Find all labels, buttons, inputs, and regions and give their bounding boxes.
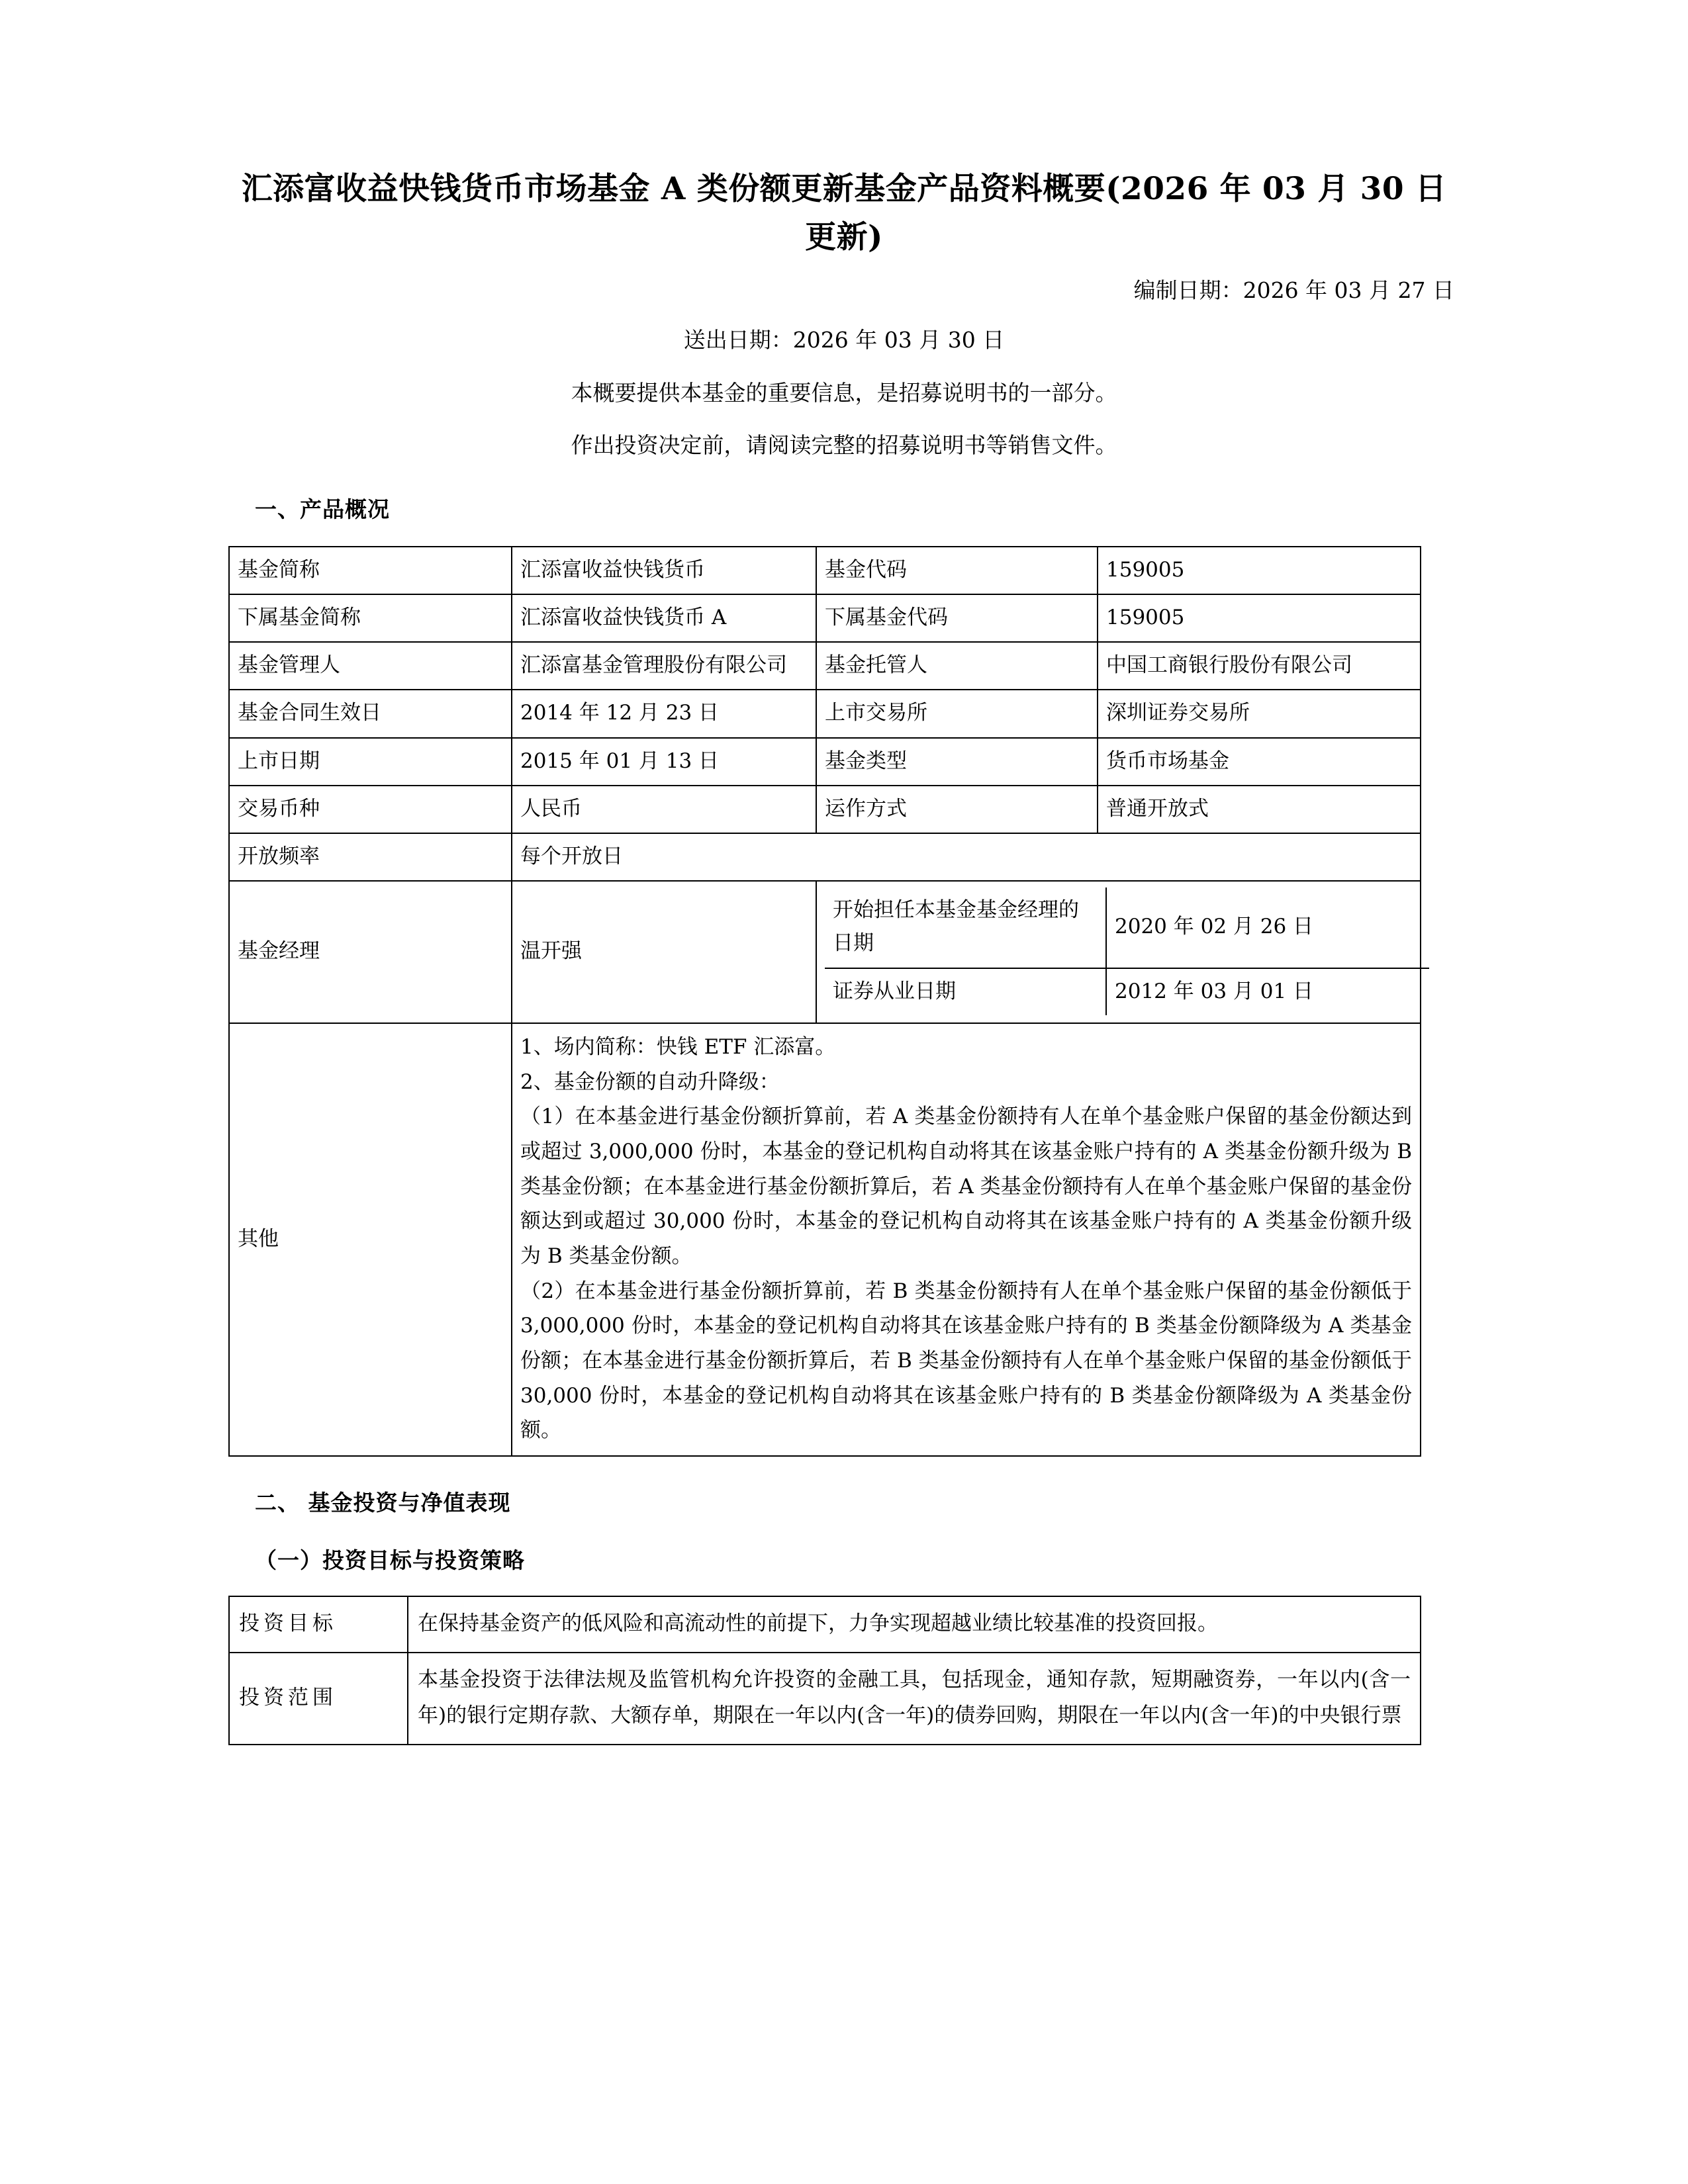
cell-label: 基金类型: [816, 738, 1098, 786]
cell-label: 基金合同生效日: [229, 690, 512, 737]
compiled-date: 编制日期：2026 年 03 月 27 日: [1133, 277, 1454, 303]
cell-value-career-date: 2012 年 03 月 01 日: [1106, 968, 1429, 1015]
cell-value: 汇添富基金管理股份有限公司: [512, 642, 816, 690]
section-heading-one: 一、产品概况: [255, 496, 390, 522]
other-paragraph: 2、基金份额的自动升降级：: [520, 1069, 780, 1094]
cell-value: 2014 年 12 月 23 日: [512, 690, 816, 737]
fund-manager-dates-wrapper: [816, 881, 1421, 1023]
cell-value: 每个开放日: [512, 833, 1421, 881]
cell-label: 上市日期: [229, 738, 512, 786]
cell-value: 159005: [1098, 594, 1421, 642]
cell-value: 159005: [1098, 547, 1421, 594]
cell-label: 下属基金简称: [229, 594, 512, 642]
section-heading-two: 二、 基金投资与净值表现: [255, 1490, 511, 1516]
cell-label-investment-objective: 投资目标: [229, 1596, 408, 1653]
other-paragraph: （2）在本基金进行基金份额折算前，若 B 类基金份额持有人在单个基金账户保留的基金份额低于 3,000,000 份时，本基金的登记机构自动将其在该基金账户持有的 B 类基金份额降级为 A 类基金份额；在本基金进行基金份额折算后，若 B 类基金份额持有人在单个基金账户保留的基金份额低于 30,000 份时，本基金的登记机构自动将其在该基金账户持有的 B 类基金份额降级为 A 类基金份额。: [520, 1279, 1412, 1443]
cell-value-manager-start: 2020 年 02 月 26 日: [1106, 887, 1429, 968]
product-overview-table: [228, 546, 1421, 1457]
note-line-2: 作出投资决定前，请阅读完整的招募说明书等销售文件。: [571, 432, 1117, 459]
page-title: 汇添富收益快钱货币市场基金 A 类份额更新基金产品资料概要(2026 年 03 月 30 日更新): [241, 171, 1447, 255]
cell-label: 交易币种: [229, 786, 512, 833]
table-row-other: [229, 1023, 1421, 1456]
other-paragraph: （1）在本基金进行基金份额折算前，若 A 类基金份额持有人在单个基金账户保留的基金份额达到或超过 3,000,000 份时，本基金的登记机构自动将其在该基金账户持有的 A 类基金份额升级为 B 类基金份额；在本基金进行基金份额折算后，若 A 类基金份额持有人在单个基金账户保留的基金份额达到或超过 30,000 份时，本基金的登记机构自动将其在该基金账户持有的 A 类基金份额升级为 B 类基金份额。: [520, 1105, 1412, 1268]
cell-label: 基金简称: [229, 547, 512, 594]
table-row: [229, 1596, 1421, 1653]
cell-label: 开放频率: [229, 833, 512, 881]
table-row: [229, 690, 1421, 737]
cell-value: 汇添富收益快钱货币: [512, 547, 816, 594]
cell-label: 下属基金代码: [816, 594, 1098, 642]
table-row: [229, 786, 1421, 833]
table-row: [825, 887, 1429, 968]
cell-label-career-date: 证券从业日期: [825, 968, 1106, 1015]
cell-value-investment-scope: 本基金投资于法律法规及监管机构允许投资的金融工具，包括现金，通知存款，短期融资券，一年以内(含一年)的银行定期存款、大额存单，期限在一年以内(含一年)的债券回购，期限在一年以内(含一年)的中央银行票: [408, 1653, 1421, 1745]
cell-value: 货币市场基金: [1098, 738, 1421, 786]
table-row-fund-manager: [229, 881, 1421, 1023]
fund-manager-dates-table: [825, 887, 1429, 1015]
investment-objective-table: [228, 1596, 1421, 1745]
table-row: [229, 594, 1421, 642]
cell-value: 2015 年 01 月 13 日: [512, 738, 816, 786]
cell-value: 深圳证券交易所: [1098, 690, 1421, 737]
cell-label-other: 其他: [229, 1023, 512, 1456]
cell-label: 运作方式: [816, 786, 1098, 833]
cell-label: 基金代码: [816, 547, 1098, 594]
cell-value: 普通开放式: [1098, 786, 1421, 833]
table-row: [229, 738, 1421, 786]
cell-value-other: [512, 1023, 1421, 1456]
cell-value-investment-objective: 在保持基金资产的低风险和高流动性的前提下，力争实现超越业绩比较基准的投资回报。: [408, 1596, 1421, 1653]
issued-date: 送出日期：2026 年 03 月 30 日: [683, 327, 1005, 353]
cell-label: 上市交易所: [816, 690, 1098, 737]
table-row: [229, 1653, 1421, 1745]
other-paragraph: 1、场内简称：快钱 ETF 汇添富。: [520, 1034, 836, 1059]
table-row-open-frequency: [229, 833, 1421, 881]
other-notes: [520, 1030, 1412, 1448]
cell-value: 人民币: [512, 786, 816, 833]
cell-label: 基金托管人: [816, 642, 1098, 690]
table-row: [229, 547, 1421, 594]
cell-value: 中国工商银行股份有限公司: [1098, 642, 1421, 690]
cell-label: 基金管理人: [229, 642, 512, 690]
subsection-heading-investment-objective: （一）投资目标与投资策略: [255, 1547, 525, 1574]
cell-label-manager-start: 开始担任本基金基金经理的日期: [825, 887, 1106, 968]
cell-label-investment-scope: 投资范围: [229, 1653, 408, 1745]
table-row: [229, 642, 1421, 690]
cell-label-fund-manager: 基金经理: [229, 881, 512, 1023]
cell-value-fund-manager-name: 温开强: [512, 881, 816, 1023]
note-line-1: 本概要提供本基金的重要信息，是招募说明书的一部分。: [571, 379, 1117, 406]
table-row: [825, 968, 1429, 1015]
cell-value: 汇添富收益快钱货币 A: [512, 594, 816, 642]
